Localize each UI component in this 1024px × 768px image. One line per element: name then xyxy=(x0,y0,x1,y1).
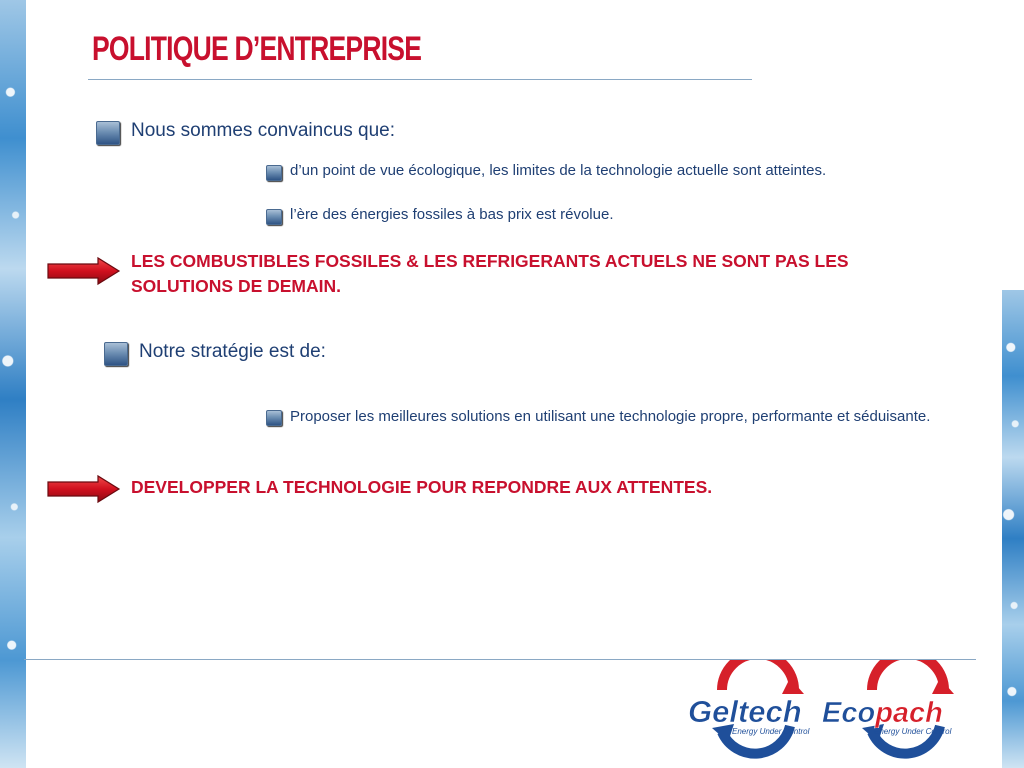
section-heading-strategy: Notre stratégie est de: xyxy=(139,341,326,362)
red-arrow-icon xyxy=(46,256,122,286)
strategy-point-1: Proposer les meilleures solutions en utilisant une technologie propre, performante et séduisante. xyxy=(290,408,931,425)
page-title: POLITIQUE D’ENTREPRISE xyxy=(92,30,422,68)
geltech-logo-text: Geltech xyxy=(688,694,802,729)
ecopach-tagline: Energy Under Control xyxy=(874,727,952,736)
red-arrow-icon xyxy=(46,474,122,504)
decorative-water-edge-left xyxy=(0,0,26,768)
section-heading-convictions: Nous sommes convaincus que: xyxy=(131,120,396,141)
conviction-point-2: l’ère des énergies fossiles à bas prix est révolue. xyxy=(290,206,614,223)
bullet-square-icon xyxy=(104,342,128,366)
bullet-square-icon xyxy=(96,121,120,145)
decorative-water-edge-right xyxy=(1002,290,1024,768)
title-divider xyxy=(88,79,752,80)
company-logos xyxy=(682,660,972,766)
bullet-square-icon xyxy=(266,165,282,181)
conclusion-develop-technology: DEVELOPPER LA TECHNOLOGIE POUR REPONDRE AUX ATTENTES. xyxy=(131,477,713,497)
bullet-square-icon xyxy=(266,410,282,426)
ecopach-logo-text: Ecopach xyxy=(822,697,943,729)
bullet-square-icon xyxy=(266,209,282,225)
conclusion-fossil-fuels: LES COMBUSTIBLES FOSSILES & LES REFRIGERANTS ACTUELS NE SONT PAS LES SOLUTIONS DE DEMAIN. xyxy=(131,251,849,296)
geltech-tagline: Energy Under Control xyxy=(732,727,810,736)
conviction-point-1: d’un point de vue écologique, les limites de la technologie actuelle sont atteintes. xyxy=(290,162,827,179)
